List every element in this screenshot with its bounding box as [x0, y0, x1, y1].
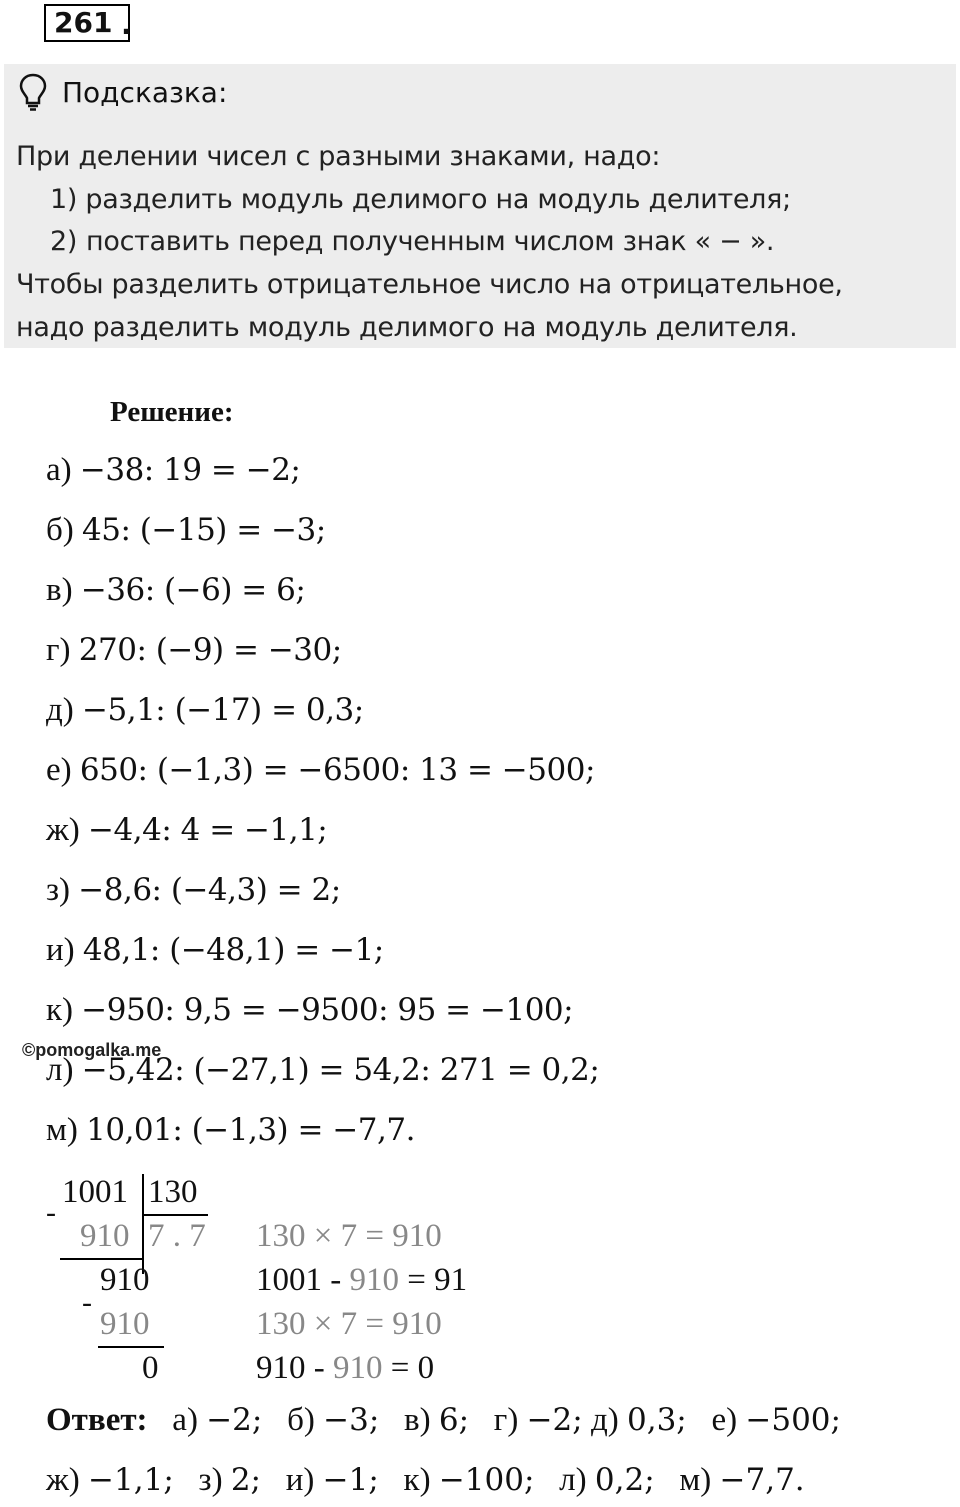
answer-label: Ответ:	[46, 1402, 148, 1438]
lightbulb-icon	[18, 72, 48, 112]
ld-vertical-line	[142, 1174, 144, 1274]
watermark: ©pomogalka.me	[22, 1040, 162, 1060]
ld-divisor: 130	[148, 1174, 198, 1210]
solution-item: б) 45: (−15) = −3;	[46, 512, 326, 548]
solution-item: и) 48,1: (−48,1) = −1;	[46, 932, 384, 968]
ld-minus-1: -	[46, 1196, 56, 1229]
solution-item: л) −5,42: (−27,1) = 54,2: 271 = 0,2;	[46, 1052, 600, 1088]
ld-note: 130 × 7 = 910	[256, 1218, 442, 1254]
hint-line-3-number: 2)	[50, 226, 78, 257]
ld-dividend: 1001	[62, 1174, 128, 1210]
hint-line-5: надо разделить модуль делимого на модуль делителя.	[16, 312, 798, 343]
solution-item: в) −36: (−6) = 6;	[46, 572, 306, 608]
hint-title: Подсказка:	[62, 76, 228, 109]
answer-row-1: Ответ: а) −2; б) −3; в) 6; г) −2; д) 0,3; е) −500;	[46, 1402, 841, 1438]
ld-divisor-line	[142, 1214, 208, 1216]
solution-item: а) −38: 19 = −2;	[46, 452, 301, 488]
solution-item: д) −5,1: (−17) = 0,3;	[46, 692, 364, 728]
task-number: 261	[44, 4, 130, 42]
hint-line-2: 1) разделить модуль делимого на модуль делителя;	[50, 184, 791, 215]
hint-line-3: поставить перед полученным числом знак « − ».	[86, 226, 775, 257]
solution-item: з) −8,6: (−4,3) = 2;	[46, 872, 341, 908]
solution-item: г) 270: (−9) = −30;	[46, 632, 342, 668]
hint-line-1: При делении чисел с разными знаками, надо:	[16, 141, 661, 172]
ld-sub-2: 910	[100, 1306, 150, 1342]
solution-item: м) 10,01: (−1,3) = −7,7.	[46, 1112, 415, 1148]
hint-line-4: Чтобы разделить отрицательное число на отрицательное,	[16, 269, 843, 300]
task-number-dot: .	[121, 8, 132, 41]
solution-item: к) −950: 9,5 = −9500: 95 = −100;	[46, 992, 574, 1028]
ld-note: 910 - 910 = 0	[256, 1350, 435, 1386]
ld-note: 130 × 7 = 910	[256, 1306, 442, 1342]
ld-remainder-1: 910	[100, 1262, 150, 1298]
ld-underline-1	[60, 1258, 142, 1260]
answer-row-2: ж) −1,1; з) 2; и) −1; к) −100; л) 0,2; м) −7,7.	[46, 1462, 805, 1498]
ld-note: 1001 - 910 = 91	[256, 1262, 468, 1298]
ld-quotient: 7 . 7	[148, 1218, 206, 1254]
solution-item: ж) −4,4: 4 = −1,1;	[46, 812, 328, 848]
ld-minus-2: -	[82, 1286, 92, 1319]
ld-sub-1: 910	[80, 1218, 130, 1254]
ld-underline-2	[98, 1346, 164, 1348]
ld-remainder-2: 0	[142, 1350, 159, 1386]
solution-title: Решение:	[110, 396, 234, 428]
solution-item: е) 650: (−1,3) = −6500: 13 = −500;	[46, 752, 595, 788]
